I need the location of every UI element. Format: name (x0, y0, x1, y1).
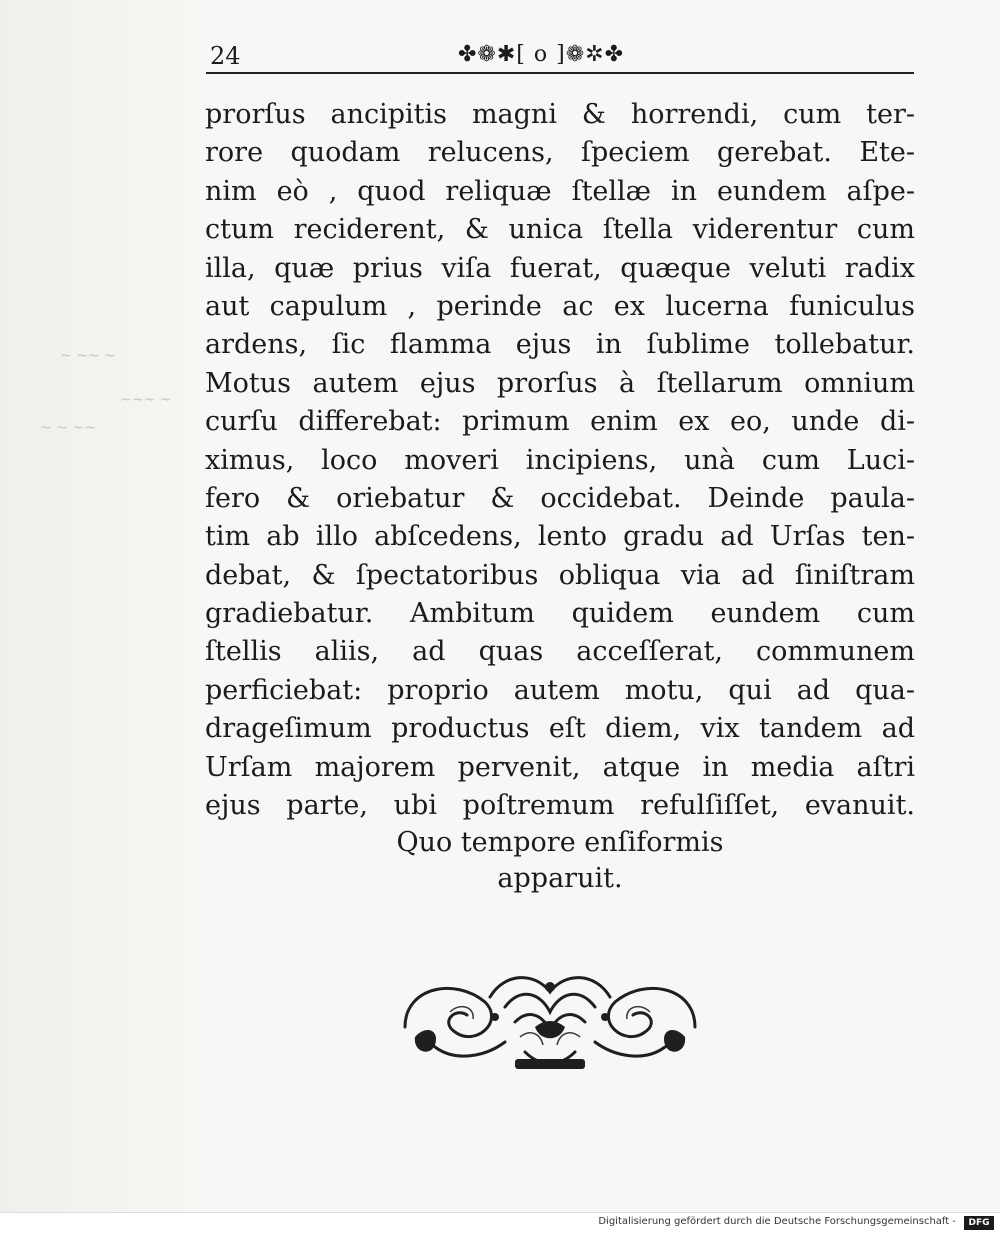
text-line: fero & oriebatur & occidebat. Deinde paula- (205, 482, 915, 514)
bleed-through-mark: ~ ~ ~~ (40, 420, 96, 436)
footer-credit: Digitalisierung gefördert durch die Deutsche Forschungsgemeinschaft - (598, 1216, 956, 1227)
bleed-through-mark: ~~~ ~ (120, 392, 172, 408)
text-line: curſu differebat: primum enim ex eo, unde di- (205, 406, 915, 438)
running-header (206, 40, 914, 76)
text-line: nim eò , quod reliquæ ſtellæ in eundem aſpe- (205, 175, 915, 207)
text-line: perficiebat: proprio autem motu, qui ad qua- (205, 674, 915, 706)
text-line: debat, & ſpectatoribus obliqua via ad ſiniſtram (205, 559, 915, 591)
page-number: 24 (210, 42, 241, 70)
header-rule (206, 72, 914, 74)
text-line: ardens, ſic flamma ejus in ſublime tollebatur. (205, 329, 915, 361)
text-line: ſtellis aliis, ad quas acceſſerat, communem (205, 636, 915, 668)
closing-line: apparuit. (497, 863, 623, 895)
text-line: Motus autem ejus prorſus à ſtellarum omnium (205, 367, 915, 399)
body-text (205, 96, 915, 897)
dfg-logo: DFG (964, 1216, 994, 1230)
text-line: aut capulum , perinde ac ex lucerna funiculus (205, 290, 915, 322)
closing-line: Quo tempore enſiformis (396, 827, 724, 859)
bleed-through-mark: ~ ~~ ~ (60, 348, 116, 364)
text-line: Urſam majorem pervenit, atque in media aſtri (205, 751, 915, 783)
text-line: ejus parte, ubi poſtremum refulſiſſet, evanuit. (205, 790, 915, 822)
text-line: tim ab illo abſcedens, lento gradu ad Urſas ten- (205, 521, 915, 553)
text-line: rore quodam relucens, ſpeciem gerebat. Ete- (205, 137, 915, 169)
footer-bar (0, 1212, 1000, 1234)
tailpiece-ornament-icon (395, 967, 705, 1072)
text-line: gradiebatur. Ambitum quidem eundem cum (205, 598, 915, 630)
left-margin-bleed (0, 0, 200, 1212)
text-line: ctum reciderent, & unica ſtella viderentur cum (205, 214, 915, 246)
text-line: prorſus ancipitis magni & horrendi, cum ter- (205, 99, 915, 130)
text-line: illa, quæ prius viſa fuerat, quæque veluti radix (205, 252, 915, 284)
header-ornament: ✤❁✱[ o ]❁✲✤ (458, 42, 624, 67)
text-line: drageſimum productus eſt diem, vix tandem ad (205, 713, 915, 745)
text-line: ximus, loco moveri incipiens, unà cum Luci- (205, 444, 915, 476)
